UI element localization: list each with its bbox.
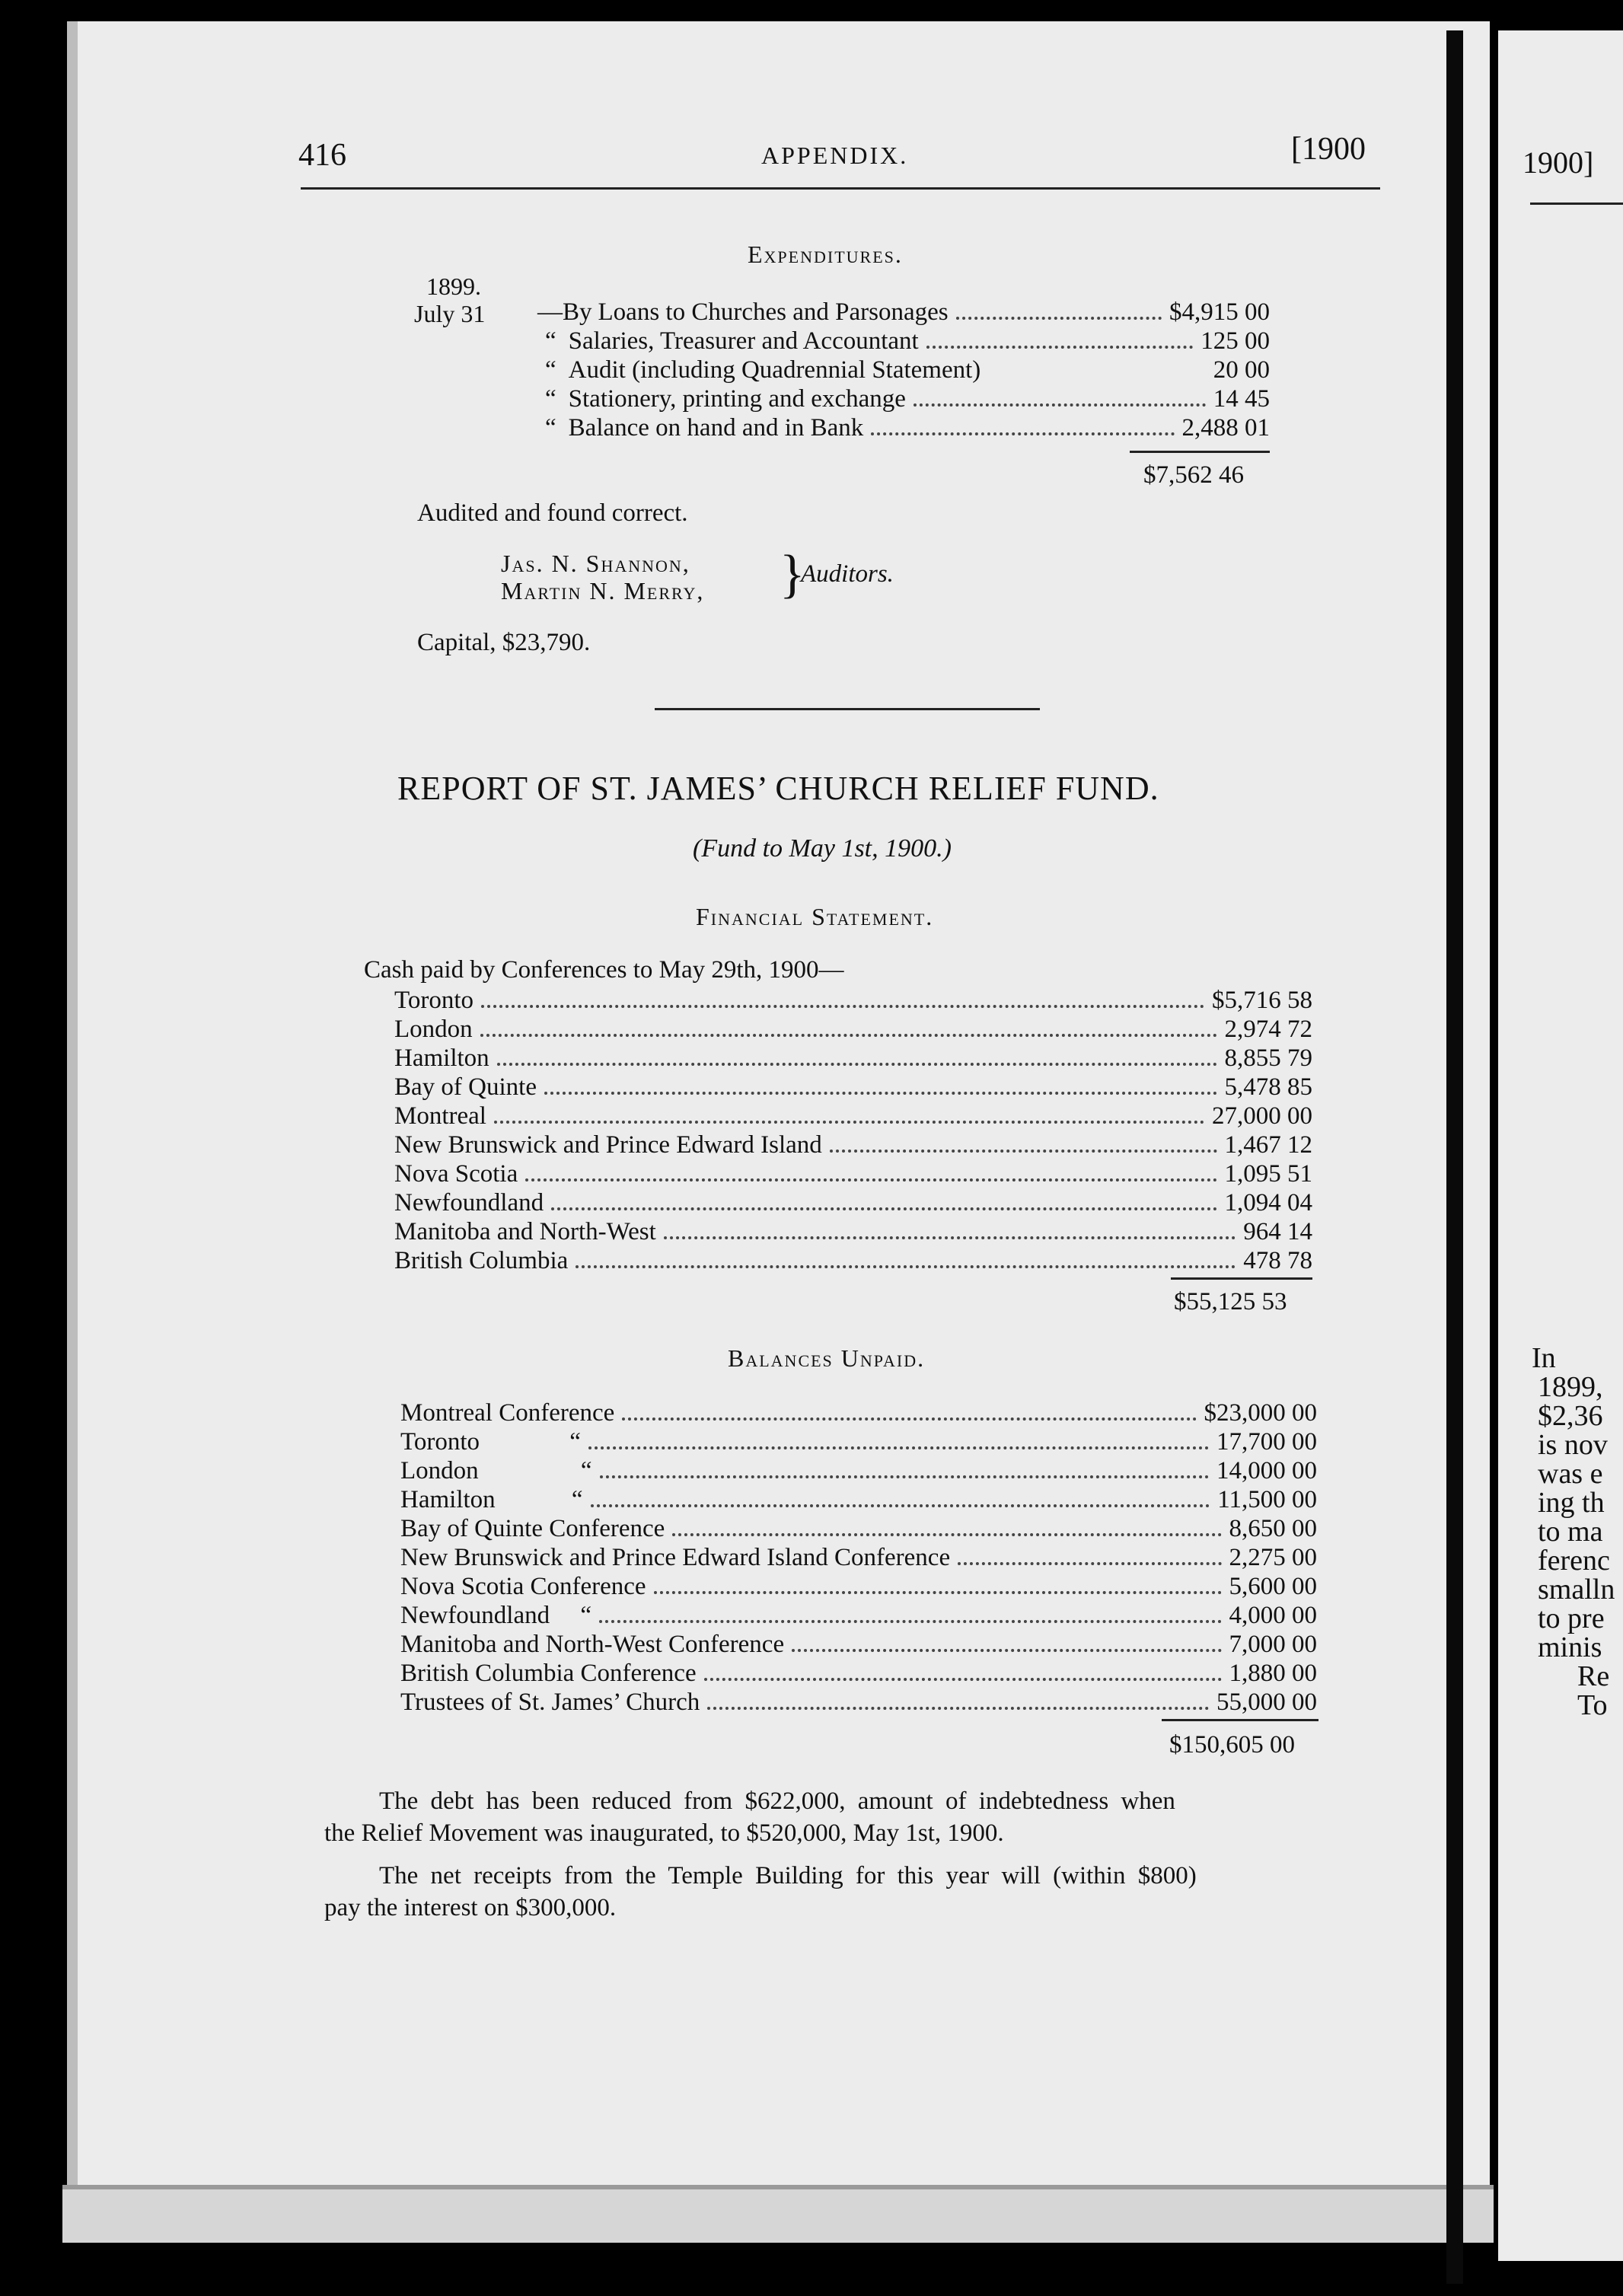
- ditto-mark: “: [545, 356, 556, 384]
- expenditure-label: Salaries, Treasurer and Accountant: [568, 327, 919, 355]
- cash-amount: 964 14: [1243, 1218, 1312, 1245]
- auditors-label: Auditors.: [801, 560, 894, 588]
- cash-row: [394, 1016, 1312, 1044]
- expenditure-row: [545, 327, 1270, 356]
- leader-dots: [830, 1150, 1217, 1153]
- cash-amount: $5,716 58: [1212, 987, 1312, 1014]
- leader-dots: [588, 1446, 1209, 1449]
- auditors-brace: }: [780, 545, 805, 604]
- balance-label: New Brunswick and Prince Edward Island Conference: [400, 1544, 951, 1571]
- cash-row: [394, 1102, 1312, 1130]
- leader-dots: [525, 1178, 1216, 1181]
- audited-note: Audited and found correct.: [417, 499, 688, 527]
- balance-row: [400, 1689, 1317, 1717]
- section-divider: [655, 708, 1040, 710]
- balances-heading: Balances Unpaid.: [728, 1344, 926, 1372]
- running-head: APPENDIX.: [761, 142, 909, 169]
- expenditure-label: Loans to Churches and Parsonages: [598, 298, 949, 326]
- header-year: [1900: [1291, 132, 1366, 167]
- balance-row: [400, 1602, 1317, 1630]
- balance-amount: 4,000 00: [1229, 1602, 1317, 1629]
- cash-row: [394, 1044, 1312, 1073]
- cash-row: [394, 987, 1312, 1015]
- facing-line: to pre: [1538, 1602, 1605, 1634]
- balance-amount: 7,000 00: [1229, 1631, 1317, 1658]
- cash-amount: 1,095 51: [1224, 1160, 1312, 1188]
- financial-statement-heading: Financial Statement.: [696, 903, 934, 930]
- cash-amount: 5,478 85: [1224, 1073, 1312, 1101]
- cash-total-rule: [1171, 1277, 1312, 1280]
- cash-label: British Columbia: [394, 1247, 569, 1274]
- balance-total: $150,605 00: [1169, 1731, 1295, 1759]
- balance-row: [400, 1486, 1317, 1514]
- expenditure-row: [545, 385, 1270, 413]
- expenditure-label: Balance on hand and in Bank: [568, 414, 864, 442]
- leader-dots: [672, 1533, 1221, 1536]
- leader-dots: [654, 1591, 1222, 1594]
- expenditure-amount: 2,488 01: [1181, 414, 1270, 442]
- leader-dots: [481, 1005, 1204, 1008]
- balance-row: [400, 1399, 1317, 1427]
- balance-label: Nova Scotia Conference: [400, 1573, 646, 1600]
- cash-row: [394, 1189, 1312, 1217]
- report-subtitle: (Fund to May 1st, 1900.): [693, 834, 952, 863]
- ditto-mark: “: [545, 385, 556, 413]
- paragraph-line: pay the interest on $300,000.: [324, 1894, 617, 1921]
- balance-label: Montreal Conference: [400, 1399, 615, 1427]
- leader-dots: [622, 1417, 1196, 1421]
- cash-amount: 27,000 00: [1212, 1102, 1312, 1130]
- balance-amount: 14,000 00: [1216, 1457, 1317, 1484]
- expenditure-amount: 125 00: [1201, 327, 1270, 355]
- cash-label: Bay of Quinte: [394, 1073, 537, 1101]
- leader-dots: [551, 1207, 1216, 1210]
- facing-line: ferenc: [1538, 1545, 1610, 1577]
- balance-row: [400, 1573, 1317, 1601]
- balance-label: Newfoundland “: [400, 1602, 592, 1629]
- cash-total: $55,125 53: [1174, 1288, 1287, 1315]
- facing-line: smalln: [1538, 1574, 1615, 1606]
- leader-dots: [792, 1649, 1221, 1652]
- balance-amount: 2,275 00: [1229, 1544, 1317, 1571]
- balance-label: Hamilton “: [400, 1486, 583, 1513]
- leader-dots: [480, 1034, 1217, 1037]
- leader-dots: [600, 1475, 1209, 1478]
- facing-page-header: 1900]: [1523, 145, 1594, 180]
- balance-amount: 5,600 00: [1229, 1573, 1317, 1600]
- leader-dots: [956, 317, 1162, 320]
- balance-row: [400, 1660, 1317, 1688]
- expenditure-row: [545, 356, 1270, 384]
- facing-line: was e: [1538, 1458, 1603, 1490]
- leader-dots: [497, 1063, 1217, 1066]
- report-title: REPORT OF ST. JAMES’ CHURCH RELIEF FUND.: [397, 770, 1159, 807]
- balance-label: London “: [400, 1457, 592, 1484]
- expenditure-amount: 14 45: [1213, 385, 1270, 413]
- cash-row: [394, 1160, 1312, 1188]
- leader-dots: [914, 403, 1206, 407]
- facing-line: minis: [1538, 1631, 1602, 1663]
- cash-row: [394, 1247, 1312, 1275]
- balance-row: [400, 1631, 1317, 1659]
- leader-dots: [576, 1265, 1236, 1268]
- cash-row: [394, 1131, 1312, 1159]
- leader-dots: [704, 1678, 1222, 1681]
- cash-amount: 1,467 12: [1224, 1131, 1312, 1159]
- leader-dots: [664, 1236, 1236, 1239]
- balance-row: [400, 1428, 1317, 1456]
- facing-line: To: [1577, 1689, 1608, 1721]
- facing-page: [1498, 30, 1623, 2261]
- expenditure-amount: 20 00: [1213, 356, 1270, 384]
- facing-line: Re: [1577, 1660, 1610, 1692]
- balance-label: British Columbia Conference: [400, 1660, 697, 1687]
- paragraph-line: the Relief Movement was inaugurated, to $520,000, May 1st, 1900.: [324, 1819, 1004, 1847]
- auditor-name: Jas. N. Shannon,: [501, 550, 690, 577]
- balance-row: [400, 1457, 1317, 1485]
- facing-line: ing th: [1538, 1487, 1605, 1519]
- cash-label: London: [394, 1016, 473, 1043]
- expenditures-total: $7,562 46: [1143, 461, 1244, 489]
- expenditures-date: July 31: [414, 300, 486, 327]
- cash-label: Manitoba and North-West: [394, 1218, 656, 1245]
- balance-amount: $23,000 00: [1204, 1399, 1317, 1427]
- leader-dots: [871, 432, 1174, 435]
- ditto-mark: “: [545, 327, 556, 355]
- header-rule: [301, 187, 1380, 190]
- balance-label: Toronto “: [400, 1428, 581, 1456]
- leader-dots: [958, 1562, 1221, 1565]
- cash-row: [394, 1218, 1312, 1246]
- facing-line: $2,36: [1538, 1400, 1603, 1432]
- balance-label: Bay of Quinte Conference: [400, 1515, 665, 1542]
- facing-line: to ma: [1538, 1516, 1603, 1548]
- page-number: 416: [298, 138, 346, 173]
- leader-dots: [494, 1121, 1204, 1124]
- paragraph-line: The net receipts from the Temple Building for this year will (within $800): [379, 1862, 1197, 1889]
- cash-amount: 478 78: [1243, 1247, 1312, 1274]
- balance-amount: 1,880 00: [1229, 1660, 1317, 1687]
- expenditure-prefix: —By: [537, 298, 592, 326]
- expenditures-year: 1899.: [426, 273, 481, 300]
- cash-label: Toronto: [394, 987, 474, 1014]
- expenditure-label: Stationery, printing and exchange: [568, 385, 906, 413]
- expenditure-row: [545, 414, 1270, 442]
- paragraph-line: The debt has been reduced from $622,000, amount of indebtedness when: [379, 1787, 1175, 1815]
- cash-label: Montreal: [394, 1102, 486, 1130]
- balance-amount: 55,000 00: [1216, 1689, 1317, 1716]
- balance-row: [400, 1515, 1317, 1543]
- facing-line: 1899,: [1538, 1371, 1603, 1403]
- facing-line: In: [1532, 1342, 1556, 1374]
- cash-amount: 8,855 79: [1224, 1044, 1312, 1072]
- cash-label: Hamilton: [394, 1044, 489, 1072]
- leader-dots: [926, 346, 1194, 349]
- auditor-name: Martin N. Merry,: [501, 577, 705, 604]
- cash-amount: 1,094 04: [1224, 1189, 1312, 1217]
- balance-amount: 8,650 00: [1229, 1515, 1317, 1542]
- expenditure-label: Audit (including Quadrennial Statement): [568, 356, 981, 384]
- capital-line: Capital, $23,790.: [417, 629, 591, 656]
- ditto-mark: “: [545, 414, 556, 442]
- expenditure-amount: $4,915 00: [1169, 298, 1270, 326]
- expenditures-heading: Expenditures.: [748, 241, 903, 268]
- leader-dots: [707, 1707, 1209, 1710]
- leader-dots: [591, 1504, 1210, 1507]
- cash-label: New Brunswick and Prince Edward Island: [394, 1131, 822, 1159]
- cash-row: [394, 1073, 1312, 1102]
- balance-row: [400, 1544, 1317, 1572]
- cash-label: Nova Scotia: [394, 1160, 518, 1188]
- balance-amount: 17,700 00: [1216, 1428, 1317, 1456]
- expenditures-total-rule: [1130, 451, 1270, 453]
- balance-label: Manitoba and North-West Conference: [400, 1631, 785, 1658]
- page-edge: [62, 2185, 1494, 2243]
- cash-heading: Cash paid by Conferences to May 29th, 1900—: [364, 956, 844, 984]
- balance-total-rule: [1162, 1719, 1318, 1721]
- balance-amount: 11,500 00: [1217, 1486, 1317, 1513]
- cash-label: Newfoundland: [394, 1189, 544, 1217]
- facing-line: is nov: [1538, 1429, 1608, 1461]
- leader-dots: [544, 1092, 1217, 1095]
- balance-label: Trustees of St. James’ Church: [400, 1689, 700, 1716]
- expenditure-row: [537, 298, 1270, 327]
- leader-dots: [599, 1620, 1221, 1623]
- facing-header-rule: [1530, 202, 1623, 205]
- cash-amount: 2,974 72: [1224, 1016, 1312, 1043]
- book-spine: [1446, 30, 1463, 2284]
